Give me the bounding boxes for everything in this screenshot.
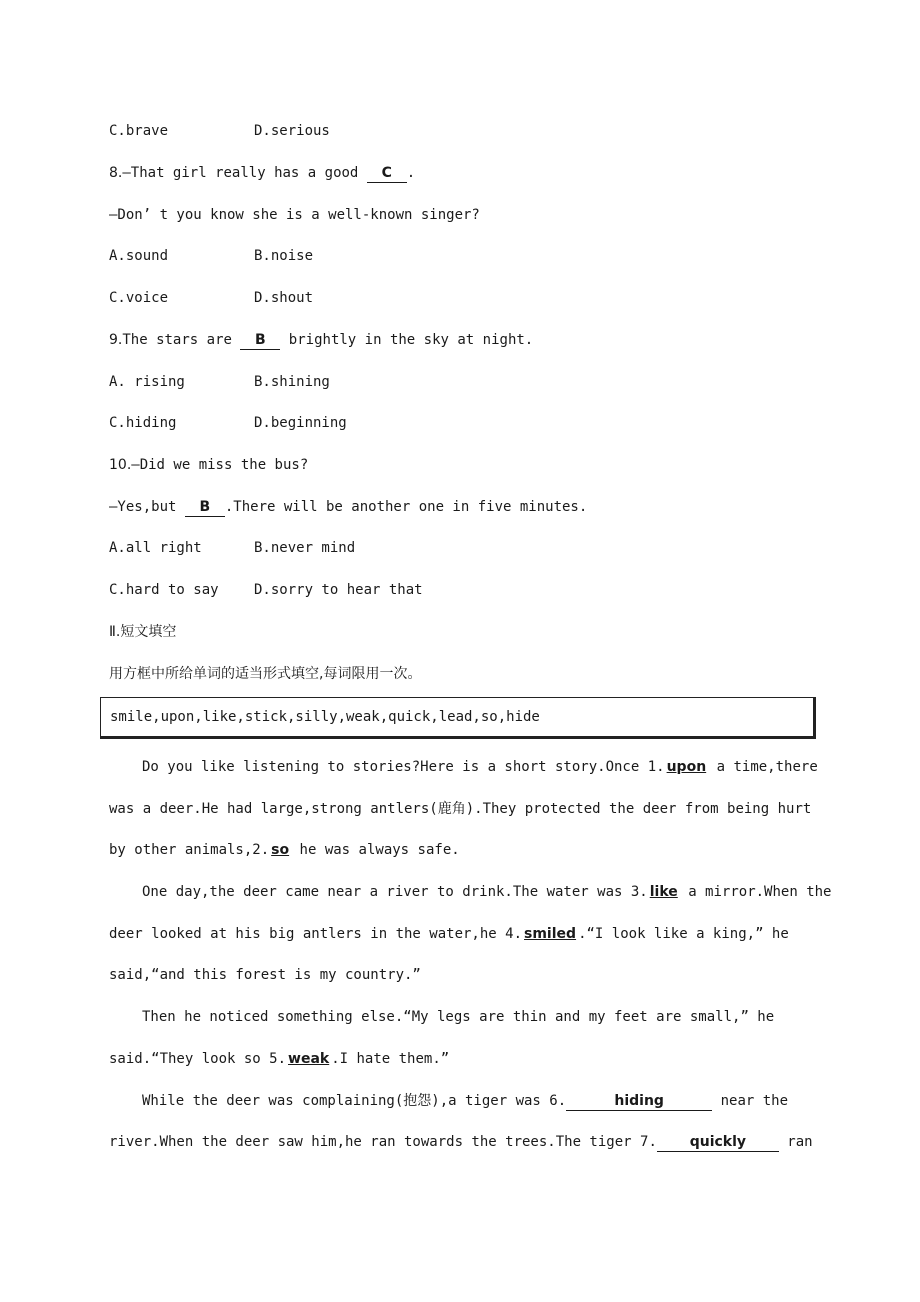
answer-3: like [649,884,678,900]
q9-text-pre: The stars are [122,332,241,348]
answer-5: weak [288,1051,330,1067]
passage-text: One day,the deer came near a river to drink.The water was 3. [142,884,648,900]
passage-p1-line3 [109,840,460,860]
passage-p2-line2 [109,924,789,944]
q10-text-pre: —Yes,but [109,499,185,515]
word-box-list: smile,upon,like,stick,silly,weak,quick,lead,so,hide [110,709,540,725]
passage-text: .“I look like a king,” he [578,926,789,942]
passage-p4-line2 [109,1132,813,1152]
q10-line1 [109,455,308,475]
passage-text: by other animals,2. [109,842,270,858]
section2-instruction: 用方框中所给单词的适当形式填空,每词限用一次。 [109,666,422,682]
answer-1: upon [666,759,707,775]
q8-answer: C [367,165,407,183]
q8-option-d: D.shout [254,290,314,306]
q8-number: 8. [109,165,123,181]
passage-p3-line2 [109,1049,449,1069]
word-box [100,697,816,739]
q8-option-c: C.voice [109,290,169,306]
passage-text: Do you like listening to stories?Here is a short story.Once 1. [142,759,665,775]
q9-option-b: B.shining [254,374,330,390]
q9-text-post: brightly in the sky at night. [280,332,534,348]
q8-text-post: . [406,165,416,181]
q10-option-a: A.all right [109,540,202,556]
passage-text: ran [778,1134,813,1150]
q10-option-d: D.sorry to hear that [254,582,423,598]
q8-option-b: B.noise [254,248,314,264]
q7-option-d: D.serious [254,123,330,139]
section2-heading: Ⅱ.短文填空 [109,624,177,640]
passage-text: deer looked at his big antlers in the water,he 4. [109,926,523,942]
passage-text: near the [712,1093,789,1109]
passage-p4-line1 [142,1091,788,1111]
answer-2: so [271,842,290,858]
passage-text: he was always safe. [291,842,460,858]
passage-text: While the deer was complaining(抱怨),a tiger was 6. [142,1093,567,1109]
q10-text-line1: —Did we miss the bus? [131,457,309,473]
answer-7: quickly [657,1134,779,1152]
q10-answer: B [185,499,225,517]
passage-text: a time,there [708,759,818,775]
passage-text: said.“They look so 5. [109,1051,287,1067]
passage-text: river.When the deer saw him,he ran towards the trees.The tiger 7. [109,1134,657,1150]
q9-stem [109,330,533,350]
passage-p1-line1 [142,757,818,777]
q10-text-post: .There will be another one in five minutes. [224,499,588,515]
passage-p1-line2: was a deer.He had large,strong antlers(鹿角).They protected the deer from being hurt [109,801,812,817]
q8-line2: —Don’ t you know she is a well-known singer? [109,207,480,223]
q9-option-c: C.hiding [109,415,177,431]
answer-4: smiled [524,926,577,942]
q10-option-b: B.never mind [254,540,356,556]
q10-option-c: C.hard to say [109,582,219,598]
passage-text: .I hate them.” [331,1051,450,1067]
passage-p2-line3: said,“and this forest is my country.” [109,967,421,983]
q9-option-a: A. rising [109,374,185,390]
q10-stem [109,497,587,517]
q10-number: 10. [109,457,132,473]
answer-6: hiding [566,1093,712,1111]
q7-option-c: C.brave [109,123,169,139]
passage-text: a mirror.When the [679,884,832,900]
q8-text-pre: —That girl really has a good [122,165,367,181]
passage-p2-line1 [142,882,831,902]
q8-option-a: A.sound [109,248,169,264]
q9-answer: B [240,332,280,350]
q9-number: 9. [109,332,123,348]
q8-stem [109,163,415,183]
passage-p3-line1: Then he noticed something else.“My legs are thin and my feet are small,” he [142,1009,775,1025]
q9-option-d: D.beginning [254,415,347,431]
